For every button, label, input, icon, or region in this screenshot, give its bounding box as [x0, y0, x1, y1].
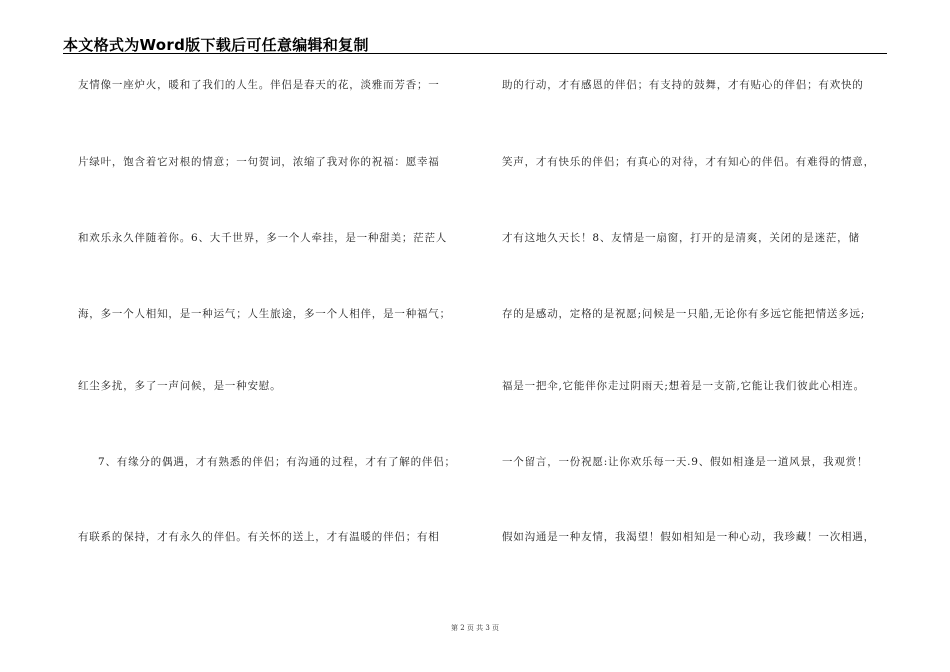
text-line: 存的是感动，定格的是祝愿;问候是一只船,无论你有多远它能把情送多远;: [502, 308, 866, 320]
text-line: 和欢乐永久伴随着你。6、大千世界，多一个人牵挂，是一种甜美；茫茫人: [78, 232, 448, 244]
text-line: 助的行动，才有感恩的伴侣；有支持的鼓舞，才有贴心的伴侣；有欢快的: [502, 79, 864, 91]
text-line: 福是一把伞,它能伴你走过阴雨天;想着是一支箭,它能让我们彼此心相连。: [502, 380, 865, 392]
text-line: 海，多一个人相知，是一种运气；人生旅途，多一个人相伴，是一种福气；: [78, 308, 451, 320]
document-header-title: 本文格式为Word版下载后可任意编辑和复制: [63, 36, 369, 54]
text-line: 有联系的保持，才有永久的伴侣。有关怀的送上，才有温暖的伴侣；有相: [78, 531, 440, 543]
text-line: 7、有缘分的偶遇，才有熟悉的伴侣；有沟通的过程，才有了解的伴侣；: [98, 456, 456, 468]
text-line: 假如沟通是一种友情，我渴望！假如相知是一种心动，我珍藏！一次相遇，: [502, 531, 875, 543]
header-divider: [63, 53, 887, 54]
text-line: 笑声，才有快乐的伴侣；有真心的对待，才有知心的伴侣。有难得的情意，: [502, 156, 875, 168]
text-line: 红尘多扰，多了一声问候，是一种安慰。: [78, 380, 282, 392]
text-line: 一个留言，一份祝愿:让你欢乐每一天.9、假如相逢是一道风景，我观赏！: [502, 456, 869, 468]
page-number: 第 2 页 共 3 页: [450, 624, 500, 632]
text-line: 才有这地久天长！8、友情是一扇窗，打开的是清爽，关闭的是迷茫，储: [502, 232, 860, 244]
text-line: 友情像一座炉火，暖和了我们的人生。伴侣是春天的花，淡雅而芳香；一: [78, 79, 440, 91]
text-line: 片绿叶，饱含着它对根的情意；一句贺词，浓缩了我对你的祝福：愿幸福: [78, 156, 440, 168]
